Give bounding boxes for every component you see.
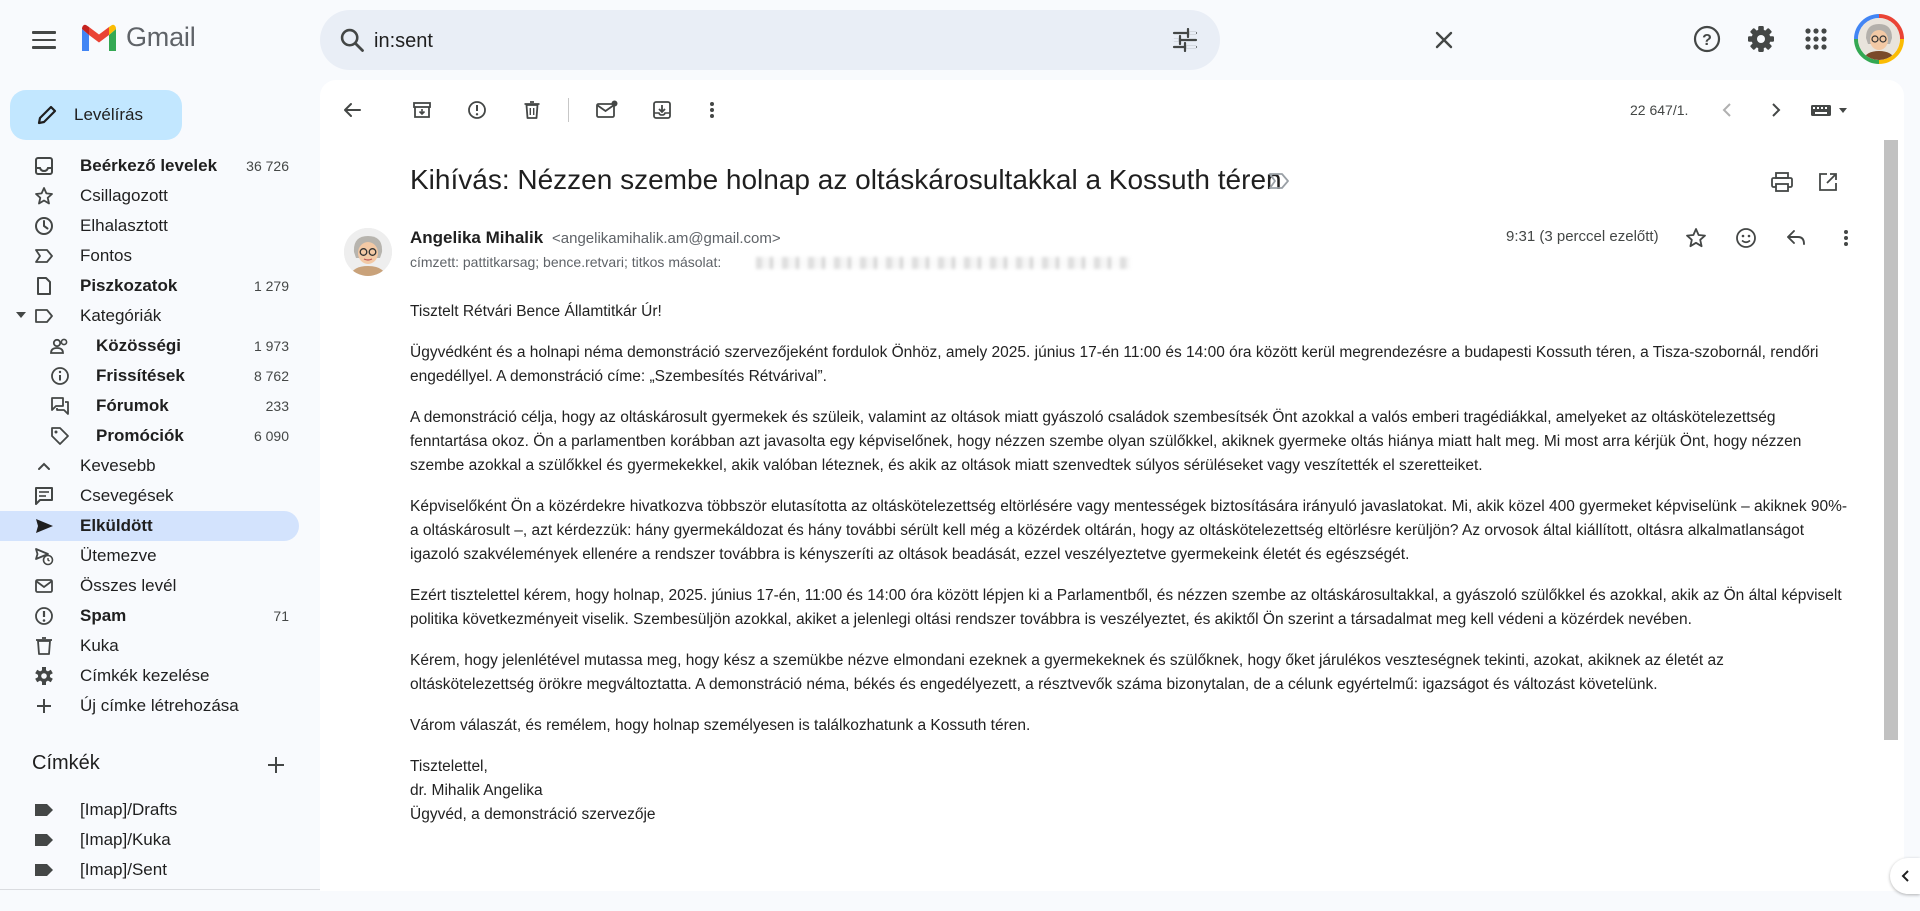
info-icon (50, 366, 70, 386)
archive-icon (412, 100, 432, 120)
sidebar-item-label: Beérkező levelek (80, 156, 218, 175)
body-greeting: Tisztelt Rétvári Bence Államtitkár Úr! (410, 303, 662, 320)
body-paragraph: A demonstráció célja, hogy az oltáskárosult gyermekek és szüleik, valamint az oltások miatt gyászoló családok szembesítsék Önt azokkal a valós emberi tragédiákkal, amelyeket az oltáskötelezettség fenntartása okoz. Ön a parlamentben korábban azt javasolta egy képviselőnek, hogy nézzen szembe olyan szülőkkel, akiknek gyermeke oltás hiánya miatt halt meg. Mi most arra kérjük Önt, hogy nézzen szembe azokkal a szülőkkel és gyermekekkel, akik valóban léteznek, és akik az oltások miatt szenvedtek súlyos sérüléseket vagy veszítették el szeretteiket. (410, 409, 1802, 474)
sidebar-item-label: Elküldött (80, 516, 153, 535)
sidebar-item-show-less[interactable] (0, 451, 299, 481)
delete-button[interactable] (514, 92, 550, 128)
sidebar-item-spam[interactable] (0, 601, 299, 631)
sidebar-item-label: Ütemezve (80, 546, 157, 565)
search-bar (320, 10, 1220, 70)
sidebar-item-snoozed[interactable] (0, 211, 299, 241)
scrollbar-thumb[interactable] (1884, 140, 1898, 740)
label-tag-icon (34, 833, 54, 847)
draft-icon (34, 276, 54, 296)
arrow-back-icon (342, 100, 362, 120)
chevron-left-icon (1721, 102, 1733, 118)
pagination-text: 22 647/1. (1630, 102, 1689, 118)
report-spam-button[interactable] (459, 92, 495, 128)
label-item-drafts[interactable] (0, 795, 299, 825)
open-in-new-icon (1818, 172, 1838, 192)
print-button[interactable] (1764, 164, 1800, 200)
search-input[interactable] (372, 22, 1076, 60)
body-paragraph: Ezért tisztelettel kérem, hogy holnap, 2025. június 17-én, 11:00 és 14:00 óra között lépjen ki a Parlamentből, és nézzen szembe az oltáskárosultakkal, a gyászoló szülőkkel és azokkal, akik az Ön által képviselt politika következményeit viselik. Szembesüljön azokkal, akiket a jelenlegi oltási rendszer továbbra is veszélyeztet, és akiktől Ön szerint a társadalmat meg kell védeni a közérdek nevében. (410, 587, 1842, 628)
compose-button[interactable] (10, 90, 182, 140)
important-marker-icon[interactable] (1268, 172, 1290, 190)
chevron-up-icon (34, 456, 54, 476)
more-vert-icon (709, 100, 715, 120)
signature (410, 755, 1850, 827)
toolbar-divider (568, 98, 569, 122)
newer-button[interactable] (1709, 92, 1745, 128)
archive-button[interactable] (404, 92, 440, 128)
reply-button[interactable] (1778, 220, 1814, 256)
body-paragraph: Képviselőként Ön a közérdekre hivatkozva többször elutasította az oltáskötelezettség eltörlésére vagy mentességek biztosítására irányuló javaslatokat. Mi, akik közel 400 gyermeket képviselünk – akiknek 90%-a oltáskárosult –, azt kérdezzük: hány gyermekáldozat és hány további sérült kell még a közérdek oltárán, hogy az oltáskötelezettség eltörlésre kerüljön? Az orvosok által kiállított, oltásra alkalmatlanságot igazoló szakvélemények ellenére a rendszer továbbra is kényszeríti az oltások beadását, ezzel veszélyeztetve gyermekeink életét és egészségét. (410, 498, 1848, 563)
sidebar-item-label: Közösségi (96, 336, 182, 355)
top-bar (0, 0, 1920, 80)
sidebar-item-label: Kuka (80, 636, 119, 655)
sidebar-item-scheduled[interactable] (0, 541, 299, 571)
app-name: Gmail (126, 22, 196, 52)
input-tools-button[interactable] (1808, 92, 1852, 128)
sidebar-item-label: Csillagozott (80, 186, 168, 205)
sidebar-item-drafts[interactable] (0, 271, 299, 301)
tag-icon (50, 426, 70, 446)
sidebar-item-starred[interactable] (0, 181, 299, 211)
message-panel (320, 80, 1904, 891)
star-icon (34, 186, 54, 206)
more-vert-icon (1843, 228, 1849, 248)
sidebar-item-label: Frissítések (96, 366, 185, 385)
gmail-m-icon (80, 23, 118, 53)
sender-face-icon (344, 228, 392, 276)
signature-line: Tisztelettel, (410, 758, 488, 775)
sender-avatar[interactable] (344, 228, 392, 276)
svg-text:?: ? (1702, 32, 1712, 49)
compose-label: Levélírás (74, 105, 143, 124)
sidebar-item-label: Elhalasztott (80, 216, 168, 235)
clear-search-icon[interactable] (1434, 30, 1454, 50)
sidebar-item-label: Új címke létrehozása (80, 696, 239, 715)
sidebar-item-social[interactable] (0, 331, 299, 361)
pencil-icon (36, 104, 58, 126)
email-subject: Kihívás: Nézzen szembe holnap az oltáskárosultakkal a Kossuth téren (410, 164, 1282, 195)
sidebar-item-all-mail[interactable] (0, 571, 299, 601)
sidebar-nav (0, 151, 300, 721)
report-spam-icon (467, 100, 487, 120)
settings-gear-icon[interactable] (1746, 24, 1776, 54)
emoji-icon (1735, 227, 1757, 249)
add-label-icon[interactable] (266, 755, 286, 775)
unread-count: 8 762 (253, 368, 289, 384)
unread-count: 71 (273, 608, 289, 624)
search-options-icon[interactable] (1172, 28, 1198, 52)
mark-unread-icon (596, 100, 618, 120)
sidebar-divider (0, 889, 320, 890)
older-button[interactable] (1758, 92, 1794, 128)
sidebar-item-manage-labels[interactable] (0, 661, 299, 691)
people-icon (50, 336, 70, 356)
body-paragraph: Várom válaszát, és remélem, hogy holnap személyesen is találkozhatunk a Kossuth téren. (410, 717, 1031, 734)
gmail-logo[interactable] (80, 22, 196, 53)
unread-count: 1 973 (253, 338, 289, 354)
body-paragraph: Kérem, hogy jelenlétével mutassa meg, hogy kész a szemükbe nézve elmondani ezeknek a gyermekeknek és szülőknek, hogy őket járulékos veszteségnek tekinti, azokat, akiknek az életét az oltáskötelezettség örökre megváltoztatta. A demonstráció néma, békés és engedélyezett, a résztvevők száma bizonytalan, de a célunk egyértelmű: igazságot és változást követelünk. (410, 652, 1724, 693)
sidebar-item-label: Kategóriák (80, 306, 162, 325)
label-tag-icon (34, 863, 54, 877)
emoji-reaction-button[interactable] (1728, 220, 1764, 256)
recipients-line[interactable]: címzett: pattitkarsag; bence.retvari; titkos másolat: (410, 254, 722, 270)
reply-icon (1785, 228, 1807, 248)
labels-heading: Címkék (32, 752, 100, 774)
expand-caret-icon[interactable] (16, 312, 26, 318)
label-name: [Imap]/Kuka (80, 830, 171, 849)
body-paragraph: Ügyvédként és a holnapi néma demonstráció szervezőjeként fordulok Önhöz, amely 2025. június 17-én 11:00 és 14:00 óra között kerül megrendezésre a budapesti Kossuth téren, a Tisza-szobornál, rendőri engedéllyel. A demonstráció címe: „Szembesítés Rétvárival”. (410, 344, 1819, 385)
sidebar-item-label: Kevesebb (80, 456, 156, 475)
label-icon (34, 306, 54, 326)
avatar-face-icon (1858, 18, 1900, 60)
gear-icon (34, 666, 54, 686)
trash-icon (522, 100, 542, 120)
unread-count: 6 090 (253, 428, 289, 444)
mark-unread-button[interactable] (589, 92, 625, 128)
email-body (410, 300, 1850, 827)
sidebar-item-label: Címkék kezelése (80, 666, 210, 685)
sidebar-item-label: Csevegések (80, 486, 174, 505)
plus-icon (34, 696, 54, 716)
move-to-button[interactable] (644, 92, 680, 128)
open-new-window-button[interactable] (1810, 164, 1846, 200)
main-menu-icon[interactable] (26, 26, 62, 54)
redacted-bcc (756, 257, 1130, 269)
back-button[interactable] (334, 92, 370, 128)
sender-name: Angelika Mihalik (410, 228, 544, 247)
sidebar-item-label: Piszkozatok (80, 276, 178, 295)
sidebar-item-important[interactable] (0, 241, 299, 271)
unread-count: 233 (265, 398, 289, 414)
label-name: [Imap]/Drafts (80, 800, 178, 819)
chevron-right-icon (1770, 102, 1782, 118)
signature-line: Ügyvéd, a demonstráció szervezője (410, 806, 656, 823)
account-avatar[interactable] (1854, 14, 1904, 64)
sidebar-item-inbox[interactable] (0, 151, 299, 181)
star-button[interactable] (1678, 220, 1714, 256)
label-name: [Imap]/Sent (80, 860, 167, 879)
chat-icon (34, 486, 54, 506)
print-icon (1771, 172, 1793, 192)
label-item-sent[interactable] (0, 855, 299, 885)
move-to-icon (652, 100, 672, 120)
spam-icon (34, 606, 54, 626)
unread-count: 36 726 (246, 158, 289, 174)
sidebar-item-forums[interactable] (0, 391, 299, 421)
sidebar-item-label: Összes levél (80, 576, 177, 595)
label-tag-icon (34, 803, 54, 817)
important-icon (34, 246, 54, 266)
trash-icon (34, 636, 54, 656)
sidebar-item-promotions[interactable] (0, 421, 299, 451)
message-time: 9:31 (3 perccel ezelőtt) (1506, 228, 1659, 245)
sidebar-item-label: Promóciók (96, 426, 184, 445)
sidebar-item-updates[interactable] (0, 361, 299, 391)
sidebar-item-create-label[interactable] (0, 691, 299, 721)
star-icon (1685, 227, 1707, 249)
sidebar-item-trash[interactable] (0, 631, 299, 661)
keyboard-icon (1810, 102, 1850, 118)
sender-email: <angelikamihalik.am@gmail.com> (552, 230, 781, 247)
side-panel-toggle[interactable] (1890, 858, 1920, 894)
message-more-button[interactable] (1828, 220, 1864, 256)
all-mail-icon (34, 576, 54, 596)
inbox-icon (34, 156, 54, 176)
label-item-kuka[interactable] (0, 825, 299, 855)
help-icon[interactable] (1692, 24, 1722, 54)
signature-line: dr. Mihalik Angelika (410, 782, 543, 799)
unread-count: 1 279 (253, 278, 289, 294)
sidebar-item-label: Fontos (80, 246, 132, 265)
more-actions-button[interactable] (694, 92, 730, 128)
search-icon[interactable] (338, 26, 366, 54)
apps-grid-icon[interactable] (1804, 27, 1828, 51)
sidebar-item-categories[interactable] (0, 301, 299, 331)
sidebar-item-label: Fórumok (96, 396, 169, 415)
sidebar-item-sent[interactable] (0, 511, 299, 541)
forum-icon (50, 396, 70, 416)
scheduled-icon (34, 546, 54, 566)
send-icon (34, 516, 54, 536)
sidebar-item-label: Spam (80, 606, 127, 625)
sidebar-item-chats[interactable] (0, 481, 299, 511)
chevron-left-icon (1900, 869, 1910, 883)
clock-icon (34, 216, 54, 236)
